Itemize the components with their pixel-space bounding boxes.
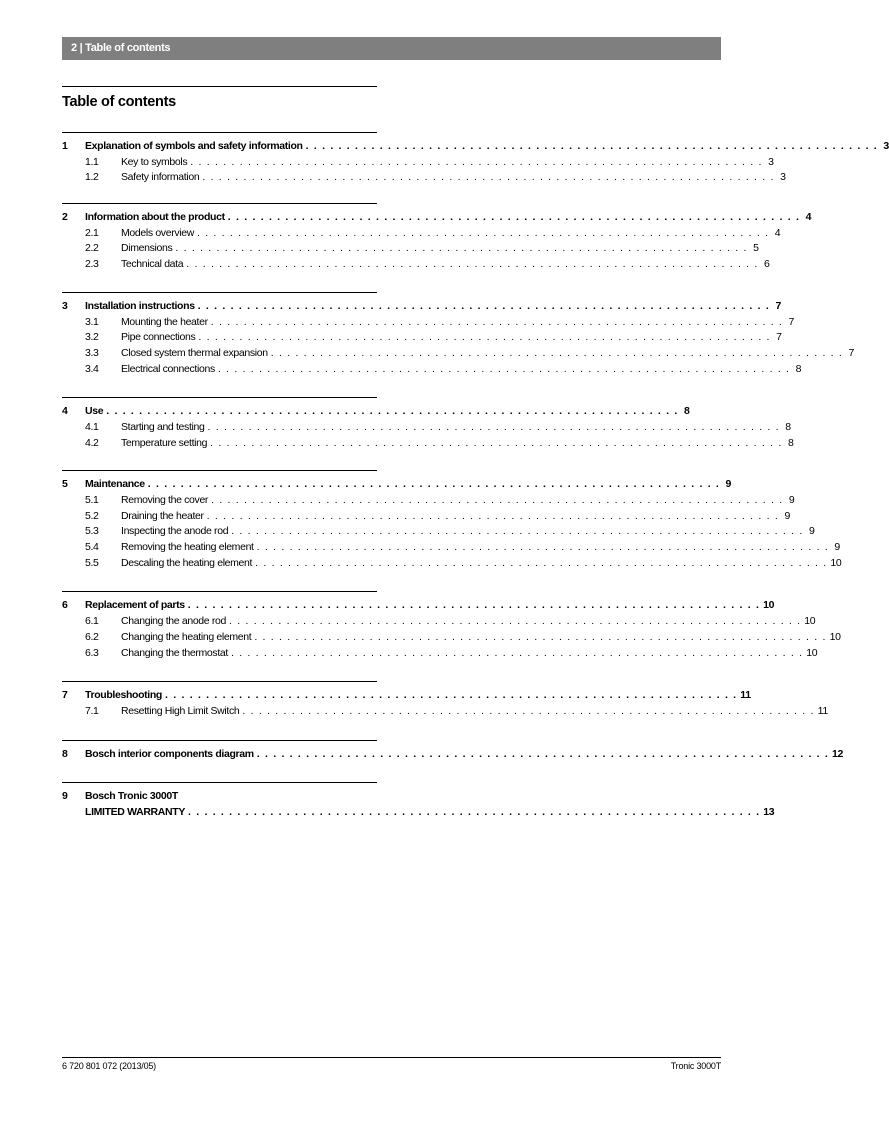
section-spacer <box>62 571 377 591</box>
section-page-number: 11 <box>740 689 751 702</box>
footer-doc-number: 6 720 801 072 (2013/05) <box>62 1061 156 1071</box>
toc-section-entry[interactable] <box>62 598 775 614</box>
toc-item-entry[interactable] <box>62 330 782 346</box>
dot-leader: . . . . . . . . . . . . . . . . . . . . . . . . . . . . . . . . . . . . . . . . . . . . . . . . . . . . . . . . . . . . . . . . . . . . . . <box>187 599 761 612</box>
item-title: Resetting High Limit Switch <box>121 704 240 717</box>
dot-leader: . . . . . . . . . . . . . . . . . . . . . . . . . . . . . . . . . . . . . . . . . . . . . . . . . . . . . . . . . . . . . . . . . . . . . . <box>165 689 738 702</box>
item-title: Inspecting the anode rod <box>121 525 229 538</box>
item-number: 4.2 <box>85 436 99 449</box>
dot-leader: . . . . . . . . . . . . . . . . . . . . . . . . . . . . . . . . . . . . . . . . . . . . . . . . . . . . . . . . . . . . . . . . . . . . . . <box>305 140 878 152</box>
item-number: 3.3 <box>85 346 99 359</box>
toc-section-title-line1 <box>62 789 377 805</box>
item-title: Technical data <box>121 258 184 271</box>
toc-section-1 <box>62 132 889 203</box>
footer-product: Tronic 3000T <box>670 1061 721 1071</box>
toc-item-entry[interactable] <box>62 704 828 720</box>
item-title: Temperature setting <box>121 436 208 449</box>
section-title: Replacement of parts <box>85 599 185 612</box>
toc-item-entry[interactable] <box>62 241 759 257</box>
section-page-number: 9 <box>725 478 732 491</box>
toc-section-entry[interactable] <box>62 688 751 704</box>
toc-section-2 <box>62 203 812 292</box>
toc-item-entry[interactable] <box>62 646 818 662</box>
section-spacer <box>62 661 377 681</box>
section-number: 1 <box>62 140 68 152</box>
section-spacer <box>62 377 377 397</box>
section-title: Bosch interior components diagram <box>85 747 254 760</box>
item-number: 5.1 <box>85 494 99 506</box>
section-number: 6 <box>62 599 68 612</box>
dot-leader: . . . . . . . . . . . . . . . . . . . . . . . . . . . . . . . . . . . . . . . . . . . . . . . . . . . . . . . . . . . . . . . . . . . . . . <box>197 299 770 312</box>
section-spacer <box>62 451 377 470</box>
toc-section-4 <box>62 397 794 470</box>
section-number: 5 <box>62 478 68 491</box>
dot-leader: . . . . . . . . . . . . . . . . . . . . . . . . . . . . . . . . . . . . . . . . . . . . . . . . . . . . . . . . . . . . . . . . . . . . . . <box>206 509 779 522</box>
dot-leader: . . . . . . . . . . . . . . . . . . . . . . . . . . . . . . . . . . . . . . . . . . . . . . . . . . . . . . . . . . . . . . . . . . . . . . <box>256 747 830 760</box>
toc-item-entry[interactable] <box>62 540 840 556</box>
page-header <box>62 37 721 60</box>
dot-leader: . . . . . . . . . . . . . . . . . . . . . . . . . . . . . . . . . . . . . . . . . . . . . . . . . . . . . . . . . . . . . . . . . . . . . . <box>210 315 784 328</box>
toc-section-5 <box>62 470 842 591</box>
dot-leader: . . . . . . . . . . . . . . . . . . . . . . . . . . . . . . . . . . . . . . . . . . . . . . . . . . . . . . . . . . . . . . . . . . . . . . <box>254 630 827 643</box>
dot-leader: . . . . . . . . . . . . . . . . . . . . . . . . . . . . . . . . . . . . . . . . . . . . . . . . . . . . . . . . . . . . . . . . . . . . . . <box>106 405 679 418</box>
item-number: 2.1 <box>85 226 99 239</box>
item-page-number: 9 <box>834 541 840 554</box>
section-page-number: 8 <box>684 405 690 418</box>
item-title: Draining the heater <box>121 509 204 522</box>
item-title: Models overview <box>121 226 194 239</box>
section-page-number: 12 <box>832 747 844 760</box>
dot-leader: . . . . . . . . . . . . . . . . . . . . . . . . . . . . . . . . . . . . . . . . . . . . . . . . . . . . . . . . . . . . . . . . . . . . . . <box>227 211 801 224</box>
item-page-number: 9 <box>808 525 815 538</box>
toc-title: Table of contents <box>62 86 377 132</box>
toc-item-entry[interactable] <box>62 315 795 331</box>
toc-item-entry[interactable] <box>62 170 786 186</box>
section-page-number: 4 <box>805 211 812 224</box>
toc-item-entry[interactable] <box>62 155 774 171</box>
toc-item-entry[interactable] <box>62 226 781 242</box>
toc-section-7 <box>62 681 828 739</box>
section-title: Explanation of symbols and safety information <box>85 140 303 152</box>
section-page-number: 7 <box>775 299 781 312</box>
section-spacer <box>62 273 377 292</box>
dot-leader: . . . . . . . . . . . . . . . . . . . . . . . . . . . . . . . . . . . . . . . . . . . . . . . . . . . . . . . . . . . . . . . . . . . . . . <box>186 258 759 271</box>
item-title: Descaling the heating element <box>121 556 253 569</box>
item-title: Starting and testing <box>121 420 205 433</box>
header-title: 2 | Table of contents <box>71 42 171 54</box>
table-of-contents <box>62 86 889 821</box>
toc-item-entry[interactable] <box>62 362 802 378</box>
section-page-number: 10 <box>763 599 775 612</box>
section-title-line1: Bosch Tronic 3000T <box>85 790 178 803</box>
item-page-number: 5 <box>753 242 759 255</box>
item-number: 3.1 <box>85 315 99 328</box>
item-title: Changing the thermostat <box>121 646 228 659</box>
item-page-number: 3 <box>768 155 774 168</box>
item-number: 4.1 <box>85 420 99 433</box>
toc-section-entry[interactable] <box>62 477 732 493</box>
item-number: 3.2 <box>85 331 99 344</box>
item-title: Electrical connections <box>121 362 215 375</box>
dot-leader: . . . . . . . . . . . . . . . . . . . . . . . . . . . . . . . . . . . . . . . . . . . . . . . . . . . . . . . . . . . . . . . . . . . . . . <box>242 704 815 717</box>
dot-leader: . . . . . . . . . . . . . . . . . . . . . . . . . . . . . . . . . . . . . . . . . . . . . . . . . . . . . . . . . . . . . . . . . . . . . . <box>147 478 721 491</box>
item-page-number: 11 <box>817 704 828 717</box>
section-page-number: 3 <box>883 140 889 152</box>
toc-item-entry[interactable] <box>62 493 795 509</box>
toc-section-8 <box>62 740 844 783</box>
item-number: 1.2 <box>85 171 99 184</box>
dot-leader: . . . . . . . . . . . . . . . . . . . . . . . . . . . . . . . . . . . . . . . . . . . . . . . . . . . . . . . . . . . . . . . . . . . . . . <box>190 155 763 168</box>
item-number: 7.1 <box>85 704 99 717</box>
toc-item-entry[interactable] <box>62 524 815 540</box>
section-number: 2 <box>62 211 68 224</box>
dot-leader: . . . . . . . . . . . . . . . . . . . . . . . . . . . . . . . . . . . . . . . . . . . . . . . . . . . . . . . . . . . . . . . . . . . . . . <box>210 436 783 449</box>
item-title: Removing the heating element <box>121 541 254 554</box>
section-page-number: 13 <box>763 805 775 818</box>
item-title: Key to symbols <box>121 155 188 168</box>
dot-leader: . . . . . . . . . . . . . . . . . . . . . . . . . . . . . . . . . . . . . . . . . . . . . . . . . . . . . . . . . . . . . . . . . . . . . . <box>270 346 844 359</box>
dot-leader: . . . . . . . . . . . . . . . . . . . . . . . . . . . . . . . . . . . . . . . . . . . . . . . . . . . . . . . . . . . . . . . . . . . . . . <box>211 494 784 506</box>
item-number: 2.2 <box>85 242 99 255</box>
dot-leader: . . . . . . . . . . . . . . . . . . . . . . . . . . . . . . . . . . . . . . . . . . . . . . . . . . . . . . . . . . . . . . . . . . . . . . <box>255 556 828 569</box>
toc-section-6 <box>62 591 841 681</box>
item-title: Changing the heating element <box>121 630 252 643</box>
dot-leader: . . . . . . . . . . . . . . . . . . . . . . . . . . . . . . . . . . . . . . . . . . . . . . . . . . . . . . . . . . . . . . . . . . . . . . <box>198 331 771 344</box>
section-title: LIMITED WARRANTY <box>85 805 185 818</box>
item-number: 5.4 <box>85 541 99 554</box>
item-page-number: 4 <box>774 226 781 239</box>
toc-section-entry[interactable] <box>62 210 812 226</box>
toc-section-entry[interactable] <box>62 139 889 155</box>
item-number: 5.3 <box>85 525 99 538</box>
toc-item-entry[interactable] <box>62 556 842 572</box>
toc-section-3 <box>62 292 855 397</box>
toc-item-entry[interactable] <box>62 630 841 646</box>
item-number: 5.2 <box>85 509 99 522</box>
section-title: Use <box>85 405 104 418</box>
section-number: 8 <box>62 747 68 760</box>
section-spacer <box>62 186 377 203</box>
section-title: Installation instructions <box>85 299 195 312</box>
item-number: 1.1 <box>85 155 99 168</box>
section-number: 7 <box>62 689 68 702</box>
item-page-number: 10 <box>806 646 818 659</box>
item-page-number: 7 <box>776 331 782 344</box>
toc-section-entry[interactable] <box>62 805 775 821</box>
dot-leader: . . . . . . . . . . . . . . . . . . . . . . . . . . . . . . . . . . . . . . . . . . . . . . . . . . . . . . . . . . . . . . . . . . . . . . <box>202 171 775 184</box>
section-title: Troubleshooting <box>85 689 162 702</box>
dot-leader: . . . . . . . . . . . . . . . . . . . . . . . . . . . . . . . . . . . . . . . . . . . . . . . . . . . . . . . . . . . . . . . . . . . . . . <box>175 242 748 255</box>
item-number: 6.2 <box>85 630 99 643</box>
item-page-number: 7 <box>848 346 855 359</box>
item-page-number: 10 <box>804 615 816 628</box>
section-title: Information about the product <box>85 211 225 224</box>
section-spacer <box>62 762 377 782</box>
item-page-number: 6 <box>764 258 770 271</box>
item-page-number: 8 <box>795 362 802 375</box>
toc-item-entry[interactable] <box>62 346 855 362</box>
item-title: Dimensions <box>121 242 173 255</box>
section-number: 3 <box>62 299 68 312</box>
toc-section-entry[interactable] <box>62 404 690 420</box>
item-page-number: 8 <box>785 420 791 433</box>
item-page-number: 9 <box>784 509 790 522</box>
dot-leader: . . . . . . . . . . . . . . . . . . . . . . . . . . . . . . . . . . . . . . . . . . . . . . . . . . . . . . . . . . . . . . . . . . . . . . <box>187 805 761 818</box>
section-title: Maintenance <box>85 478 145 491</box>
dot-leader: . . . . . . . . . . . . . . . . . . . . . . . . . . . . . . . . . . . . . . . . . . . . . . . . . . . . . . . . . . . . . . . . . . . . . . <box>207 420 780 433</box>
item-title: Closed system thermal expansion <box>121 346 268 359</box>
section-number: 9 <box>62 790 68 803</box>
item-page-number: 10 <box>829 630 841 643</box>
item-number: 2.3 <box>85 258 99 271</box>
dot-leader: . . . . . . . . . . . . . . . . . . . . . . . . . . . . . . . . . . . . . . . . . . . . . . . . . . . . . . . . . . . . . . . . . . . . . . <box>217 362 791 375</box>
dot-leader: . . . . . . . . . . . . . . . . . . . . . . . . . . . . . . . . . . . . . . . . . . . . . . . . . . . . . . . . . . . . . . . . . . . . . . <box>231 525 804 538</box>
item-number: 6.1 <box>85 615 99 628</box>
item-title: Safety information <box>121 171 200 184</box>
toc-item-entry[interactable] <box>62 614 816 630</box>
dot-leader: . . . . . . . . . . . . . . . . . . . . . . . . . . . . . . . . . . . . . . . . . . . . . . . . . . . . . . . . . . . . . . . . . . . . . . <box>196 226 770 239</box>
item-number: 6.3 <box>85 646 99 659</box>
toc-item-entry[interactable] <box>62 257 770 273</box>
item-page-number: 7 <box>788 315 795 328</box>
toc-item-entry[interactable] <box>62 509 790 525</box>
section-spacer <box>62 720 377 740</box>
item-page-number: 3 <box>780 171 786 184</box>
toc-section-entry[interactable] <box>62 299 781 315</box>
toc-item-entry[interactable] <box>62 436 794 452</box>
item-page-number: 10 <box>830 556 842 569</box>
toc-section-9 <box>62 782 775 820</box>
item-number: 5.5 <box>85 556 99 569</box>
toc-section-entry[interactable] <box>62 747 844 763</box>
footer-divider <box>62 1057 721 1058</box>
item-title: Changing the anode rod <box>121 615 226 628</box>
dot-leader: . . . . . . . . . . . . . . . . . . . . . . . . . . . . . . . . . . . . . . . . . . . . . . . . . . . . . . . . . . . . . . . . . . . . . . <box>230 646 804 659</box>
dot-leader: . . . . . . . . . . . . . . . . . . . . . . . . . . . . . . . . . . . . . . . . . . . . . . . . . . . . . . . . . . . . . . . . . . . . . . <box>228 615 802 628</box>
item-title: Pipe connections <box>121 331 196 344</box>
item-page-number: 8 <box>787 436 794 449</box>
section-number: 4 <box>62 405 68 418</box>
dot-leader: . . . . . . . . . . . . . . . . . . . . . . . . . . . . . . . . . . . . . . . . . . . . . . . . . . . . . . . . . . . . . . . . . . . . . . <box>256 541 829 554</box>
toc-item-entry[interactable] <box>62 420 791 436</box>
item-title: Removing the cover <box>121 494 209 506</box>
toc-sections <box>62 132 889 821</box>
item-page-number: 9 <box>788 494 795 506</box>
item-title: Mounting the heater <box>121 315 208 328</box>
item-number: 3.4 <box>85 362 99 375</box>
